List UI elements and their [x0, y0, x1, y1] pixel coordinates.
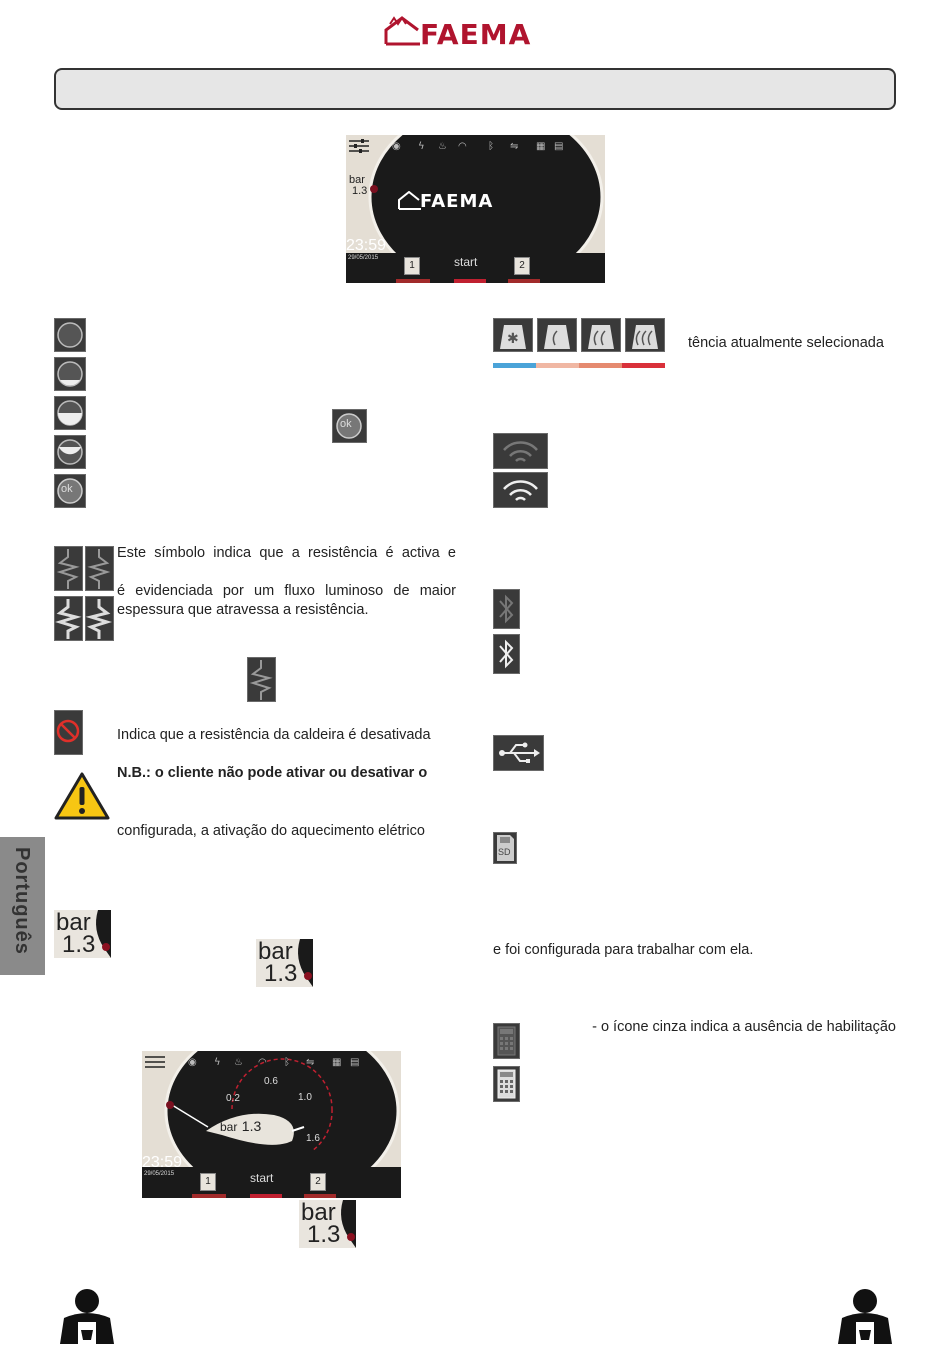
settings-sliders-icon[interactable] — [349, 139, 369, 153]
boiler-level-full-icon — [54, 435, 86, 469]
wifi-icon: ◠ — [458, 141, 467, 152]
gauge-tick-0-2: 0.2 — [226, 1093, 240, 1104]
pressure-readout: bar 1.3 — [349, 174, 368, 197]
boiler-ok-inline-icon: ok — [332, 409, 367, 443]
faema-logo — [384, 16, 568, 50]
usb-icon: ⇋ — [306, 1057, 315, 1068]
sd-card-icon: ▤ — [554, 141, 564, 152]
power-level-color-bar — [493, 355, 665, 360]
section-title-box — [54, 68, 896, 110]
calculator-enabled-icon — [493, 1066, 520, 1102]
language-side-tab — [0, 837, 45, 975]
note-text: N.B.: o cliente não pode ativar ou desativar o — [117, 765, 428, 781]
power-level-bar-segment — [493, 363, 536, 368]
status-icons-row — [392, 141, 567, 153]
power-icon: ♨ — [438, 141, 447, 152]
pressure-gauge-screenshot — [142, 1051, 401, 1198]
bar-pressure-bottom-icon: bar 1.3 — [299, 1200, 356, 1248]
svg-text:✱: ✱ — [507, 331, 519, 347]
heater-disabled-text: Indica que a resistência da caldeira é desativada — [117, 727, 431, 743]
gauge-tick-1-0: 1.0 — [298, 1092, 312, 1103]
power-level-bar-segment — [622, 363, 665, 368]
calculator-text: - o ícone cinza indica a ausência de habilitação — [592, 1019, 896, 1035]
group2-button[interactable]: 2 — [514, 257, 530, 275]
heater-inactive-alt-icon — [85, 546, 114, 591]
wifi-icon: ◠ — [258, 1057, 267, 1068]
gauge-tick-1-6: 1.6 — [306, 1133, 320, 1144]
wifi-disabled-icon — [493, 433, 548, 469]
sd-card-text: e foi configurada para trabalhar com ela. — [493, 942, 754, 958]
usb-icon: ⇋ — [510, 141, 519, 152]
faema-logo-text: FAEMA — [420, 18, 532, 51]
settings-sliders-icon[interactable] — [145, 1055, 165, 1069]
warning-icon — [54, 771, 110, 821]
start-button[interactable]: start — [454, 255, 478, 269]
heater-inactive-icon — [54, 546, 83, 591]
heater-icon: ϟ — [214, 1057, 221, 1068]
barista-right-icon — [834, 1288, 896, 1344]
sd-card-icon: SD — [493, 832, 517, 864]
calculator-icon: ▦ — [332, 1057, 342, 1068]
start-button[interactable]: start — [250, 1171, 274, 1185]
bluetooth-icon: ᛒ — [284, 1057, 290, 1068]
power-level-4-icon — [625, 318, 665, 352]
power-level-bar-segment — [579, 363, 622, 368]
bluetooth-disabled-icon — [493, 589, 520, 629]
status-icons-row — [188, 1057, 363, 1069]
heater-active-alt-icon — [85, 596, 114, 641]
calculator-disabled-icon — [493, 1023, 520, 1059]
power-icon: ♨ — [234, 1057, 243, 1068]
bluetooth-enabled-icon — [493, 634, 520, 674]
boiler-level-empty-icon — [54, 318, 86, 352]
machine-display-screenshot: ◉ ϟ ♨ ◠ ᛒ ⇋ ▦ ▤ bar 1.3 FAEMA 23:59 29/05/2015 1 start 2 — [346, 135, 605, 283]
language-label: Português — [11, 847, 33, 955]
calculator-icon: ▦ — [536, 141, 546, 152]
group1-button[interactable]: 1 — [404, 257, 420, 275]
bar-pressure-icon: bar 1.3 — [54, 910, 111, 958]
gauge-pressure-readout: bar 1.3 — [220, 1118, 262, 1134]
usb-icon — [493, 735, 544, 771]
clock-time: 23:59 — [346, 237, 387, 254]
heater-description-line2: é evidenciada por um fluxo luminoso de maior — [117, 583, 456, 599]
boiler-level-half-icon — [54, 396, 86, 430]
clock-date: 29/05/2015 — [144, 1171, 175, 1177]
power-level-1-icon — [493, 318, 533, 352]
group1-button[interactable]: 1 — [200, 1173, 216, 1191]
boiler-level-icon: ◉ — [188, 1057, 197, 1068]
group2-button[interactable]: 2 — [310, 1173, 326, 1191]
wifi-enabled-icon — [493, 472, 548, 508]
power-level-2-icon — [537, 318, 577, 352]
clock-time: 23:59 — [142, 1154, 183, 1171]
heater-active-icon — [54, 596, 83, 641]
boiler-level-quarter-icon — [54, 357, 86, 391]
heater-description-line1: Este símbolo indica que a resistência é activa e — [117, 545, 456, 561]
power-level-bar-segment — [536, 363, 579, 368]
bar-pressure-inline-icon: bar 1.3 — [256, 939, 313, 987]
barista-left-icon — [56, 1288, 118, 1344]
boiler-level-icon: ◉ — [392, 141, 401, 152]
heater-description-line3: espessura que atravessa a resistência. — [117, 602, 369, 618]
config-text: configurada, a ativação do aquecimento elétrico — [117, 823, 425, 839]
gauge-tick-0-6: 0.6 — [264, 1076, 278, 1087]
bluetooth-icon: ᛒ — [488, 141, 494, 152]
boiler-level-ok-icon: ok — [54, 474, 86, 508]
heater-disabled-icon — [54, 710, 83, 755]
heater-inline-icon — [247, 657, 276, 702]
clock-date: 29/05/2015 — [348, 255, 379, 261]
power-description-text: tência atualmente selecionada — [688, 335, 884, 351]
power-level-3-icon — [581, 318, 621, 352]
heater-icon: ϟ — [418, 141, 425, 152]
sd-card-icon: ▤ — [350, 1057, 360, 1068]
